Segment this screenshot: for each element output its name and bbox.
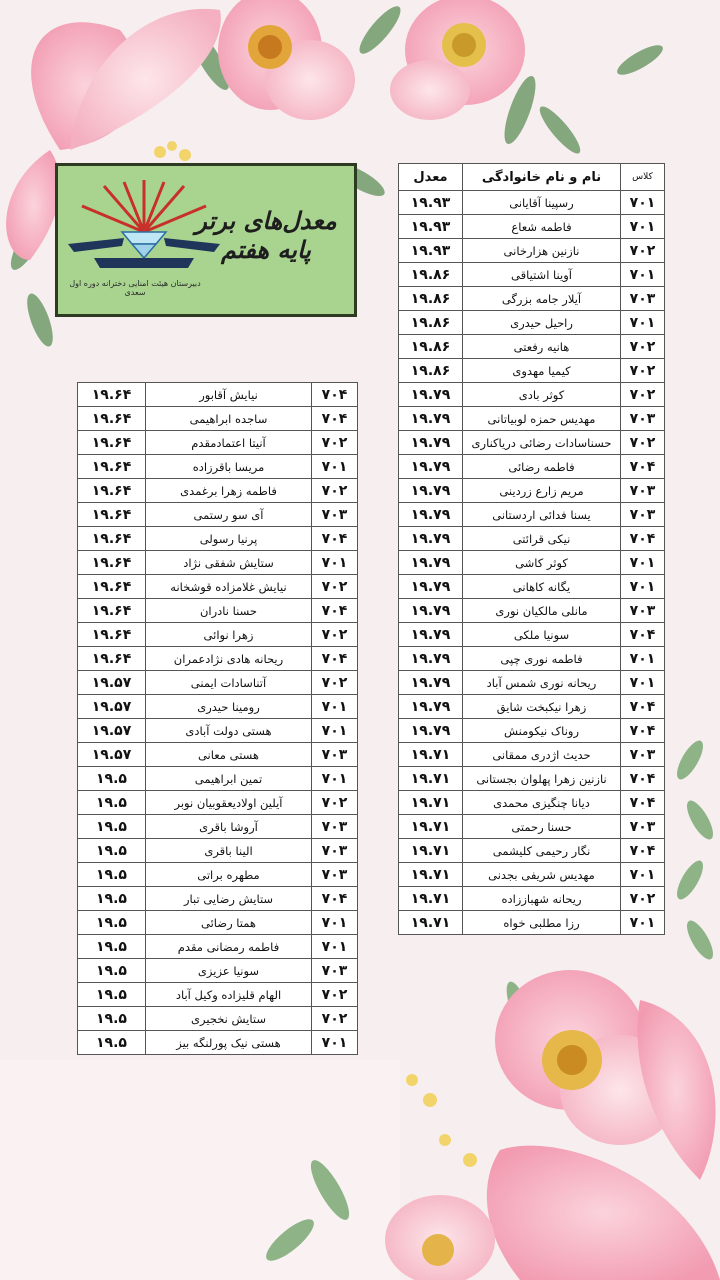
average-cell: ۱۹.۶۴ [78, 527, 146, 551]
class-cell: ۷۰۴ [312, 599, 358, 623]
table-row [399, 503, 665, 527]
class-cell: ۷۰۱ [312, 455, 358, 479]
class-cell: ۷۰۱ [621, 551, 665, 575]
class-cell: ۷۰۳ [621, 407, 665, 431]
average-cell: ۱۹.۶۴ [78, 431, 146, 455]
student-name-cell: یگانه کاهانی [463, 575, 621, 599]
average-cell: ۱۹.۶۴ [78, 551, 146, 575]
average-cell: ۱۹.۷۱ [399, 887, 463, 911]
student-name-cell: ریحانه نوری شمس آباد [463, 671, 621, 695]
average-cell: ۱۹.۶۴ [78, 407, 146, 431]
class-cell: ۷۰۱ [312, 1031, 358, 1055]
class-cell: ۷۰۲ [621, 335, 665, 359]
table-row [78, 455, 358, 479]
student-name-cell: مریسا باقرزاده [146, 455, 312, 479]
average-cell: ۱۹.۷۹ [399, 695, 463, 719]
table-row [78, 959, 358, 983]
class-cell: ۷۰۳ [621, 479, 665, 503]
average-cell: ۱۹.۷۹ [399, 719, 463, 743]
average-cell: ۱۹.۶۴ [78, 455, 146, 479]
student-name-cell: ساجده ابراهیمی [146, 407, 312, 431]
top-averages-table-1 [398, 163, 665, 935]
average-cell: ۱۹.۷۹ [399, 527, 463, 551]
average-cell: ۱۹.۷۹ [399, 455, 463, 479]
table-row [78, 551, 358, 575]
banner-title: معدل‌های برتر پایه هفتم [195, 206, 337, 264]
student-name-cell: فاطمه نوری چپی [463, 647, 621, 671]
average-cell: ۱۹.۵ [78, 1007, 146, 1031]
student-name-cell: همتا رضائی [146, 911, 312, 935]
student-name-cell: آی سو رستمی [146, 503, 312, 527]
class-cell: ۷۰۲ [312, 431, 358, 455]
student-name-cell: سونیا عزیزی [146, 959, 312, 983]
table-row [399, 815, 665, 839]
table-row [78, 407, 358, 431]
average-cell: ۱۹.۵۷ [78, 671, 146, 695]
student-name-cell: هستی نیک پورلنگه بیز [146, 1031, 312, 1055]
student-name-cell: کوثر کاشی [463, 551, 621, 575]
class-cell: ۷۰۱ [312, 695, 358, 719]
average-cell: ۱۹.۵ [78, 911, 146, 935]
table-row [78, 479, 358, 503]
header-name: نام و نام خانوادگی [463, 164, 621, 191]
student-name-cell: رزا مطلبی خواه [463, 911, 621, 935]
table-row [78, 647, 358, 671]
table-row [399, 623, 665, 647]
class-cell: ۷۰۱ [621, 647, 665, 671]
average-cell: ۱۹.۷۹ [399, 479, 463, 503]
table-row [78, 431, 358, 455]
student-name-cell: آروشا باقری [146, 815, 312, 839]
table-row [399, 407, 665, 431]
class-cell: ۷۰۴ [312, 383, 358, 407]
student-name-cell: الینا باقری [146, 839, 312, 863]
class-cell: ۷۰۱ [621, 215, 665, 239]
student-name-cell: مانلی مالکیان نوری [463, 599, 621, 623]
student-name-cell: زهرا نوائی [146, 623, 312, 647]
student-name-cell: رومینا حیدری [146, 695, 312, 719]
average-cell: ۱۹.۷۹ [399, 647, 463, 671]
table-row [78, 935, 358, 959]
student-name-cell: آنیتا اعتمادمقدم [146, 431, 312, 455]
average-cell: ۱۹.۷۹ [399, 623, 463, 647]
class-cell: ۷۰۴ [621, 695, 665, 719]
table-row [78, 863, 358, 887]
table-row [399, 455, 665, 479]
table-row [399, 311, 665, 335]
table-header-row [399, 164, 665, 191]
student-name-cell: حسناسادات رضائی دریاکناری [463, 431, 621, 455]
class-cell: ۷۰۱ [621, 311, 665, 335]
class-cell: ۷۰۳ [621, 743, 665, 767]
average-cell: ۱۹.۶۴ [78, 479, 146, 503]
table-row [399, 551, 665, 575]
average-cell: ۱۹.۵ [78, 863, 146, 887]
student-name-cell: روناک نیکومنش [463, 719, 621, 743]
average-cell: ۱۹.۷۹ [399, 599, 463, 623]
class-cell: ۷۰۳ [621, 815, 665, 839]
header-class: کلاس [621, 164, 665, 191]
table-row [399, 479, 665, 503]
student-name-cell: نیایش آقابور [146, 383, 312, 407]
class-cell: ۷۰۱ [621, 575, 665, 599]
title-banner [55, 163, 357, 317]
class-cell: ۷۰۲ [621, 431, 665, 455]
school-name: دبیرستان هیئت امنایی دخترانه دوره اول سعدی [69, 279, 201, 297]
table-row [399, 287, 665, 311]
table-row [399, 359, 665, 383]
student-name-cell: فاطمه زهرا برغمدی [146, 479, 312, 503]
student-name-cell: مطهره براتی [146, 863, 312, 887]
table-row [399, 527, 665, 551]
class-cell: ۷۰۴ [621, 623, 665, 647]
table-row [78, 623, 358, 647]
average-cell: ۱۹.۷۹ [399, 383, 463, 407]
table-row [399, 191, 665, 215]
class-cell: ۷۰۲ [312, 791, 358, 815]
average-cell: ۱۹.۹۳ [399, 239, 463, 263]
average-cell: ۱۹.۷۱ [399, 815, 463, 839]
average-cell: ۱۹.۷۹ [399, 407, 463, 431]
class-cell: ۷۰۱ [312, 551, 358, 575]
student-name-cell: الهام قلیزاده وکیل آباد [146, 983, 312, 1007]
table-row [399, 791, 665, 815]
table-row [78, 671, 358, 695]
average-cell: ۱۹.۵ [78, 767, 146, 791]
class-cell: ۷۰۴ [621, 839, 665, 863]
average-cell: ۱۹.۷۱ [399, 791, 463, 815]
top-averages-table-2 [77, 382, 358, 1055]
class-cell: ۷۰۳ [312, 503, 358, 527]
student-name-cell: نازنین زهرا پهلوان بجستانی [463, 767, 621, 791]
table-row [399, 215, 665, 239]
class-cell: ۷۰۲ [312, 479, 358, 503]
average-cell: ۱۹.۸۶ [399, 263, 463, 287]
class-cell: ۷۰۳ [312, 839, 358, 863]
average-cell: ۱۹.۶۴ [78, 599, 146, 623]
class-cell: ۷۰۱ [621, 863, 665, 887]
class-cell: ۷۰۱ [621, 191, 665, 215]
student-name-cell: هانیه رفعتی [463, 335, 621, 359]
class-cell: ۷۰۳ [312, 743, 358, 767]
student-name-cell: راحیل حیدری [463, 311, 621, 335]
average-cell: ۱۹.۵ [78, 1031, 146, 1055]
student-name-cell: یسنا فدائی اردستانی [463, 503, 621, 527]
average-cell: ۱۹.۵ [78, 983, 146, 1007]
student-name-cell: مهدیس شریفی بجدنی [463, 863, 621, 887]
class-cell: ۷۰۲ [312, 623, 358, 647]
class-cell: ۷۰۳ [621, 503, 665, 527]
average-cell: ۱۹.۸۶ [399, 287, 463, 311]
student-name-cell: سونیا ملکی [463, 623, 621, 647]
class-cell: ۷۰۲ [312, 1007, 358, 1031]
average-cell: ۱۹.۷۹ [399, 575, 463, 599]
student-name-cell: حسنا نادران [146, 599, 312, 623]
table-row [399, 431, 665, 455]
student-name-cell: ریحانه شهباززاده [463, 887, 621, 911]
average-cell: ۱۹.۷۱ [399, 839, 463, 863]
average-cell: ۱۹.۷۱ [399, 743, 463, 767]
average-cell: ۱۹.۷۱ [399, 911, 463, 935]
average-cell: ۱۹.۵ [78, 887, 146, 911]
class-cell: ۷۰۱ [312, 935, 358, 959]
student-name-cell: آتناسادات ایمنی [146, 671, 312, 695]
table-row [78, 743, 358, 767]
class-cell: ۷۰۴ [312, 407, 358, 431]
table-row [399, 599, 665, 623]
class-cell: ۷۰۴ [312, 647, 358, 671]
student-name-cell: فاطمه رمضانی مقدم [146, 935, 312, 959]
table-row [78, 983, 358, 1007]
table-row [78, 383, 358, 407]
table-row [78, 527, 358, 551]
table-row [399, 263, 665, 287]
student-name-cell: پرنیا رسولی [146, 527, 312, 551]
class-cell: ۷۰۱ [621, 263, 665, 287]
table-row [399, 719, 665, 743]
table-row [399, 647, 665, 671]
table-row [78, 1007, 358, 1031]
class-cell: ۷۰۱ [621, 911, 665, 935]
student-name-cell: هستی معانی [146, 743, 312, 767]
table-row [399, 839, 665, 863]
average-cell: ۱۹.۷۹ [399, 503, 463, 527]
class-cell: ۷۰۴ [312, 527, 358, 551]
table-row [78, 719, 358, 743]
student-name-cell: فاطمه رضائی [463, 455, 621, 479]
average-cell: ۱۹.۵ [78, 959, 146, 983]
class-cell: ۷۰۲ [312, 671, 358, 695]
student-name-cell: مریم زارع زردینی [463, 479, 621, 503]
table-row [78, 767, 358, 791]
table-row [78, 599, 358, 623]
table-row [399, 671, 665, 695]
class-cell: ۷۰۴ [621, 767, 665, 791]
student-name-cell: دیانا چنگیزی محمدی [463, 791, 621, 815]
student-name-cell: ستایش شفقی نژاد [146, 551, 312, 575]
average-cell: ۱۹.۷۹ [399, 551, 463, 575]
average-cell: ۱۹.۹۳ [399, 191, 463, 215]
class-cell: ۷۰۱ [312, 719, 358, 743]
class-cell: ۷۰۱ [312, 767, 358, 791]
class-cell: ۷۰۳ [621, 599, 665, 623]
student-name-cell: آیلین اولادیعقوبیان نوبر [146, 791, 312, 815]
average-cell: ۱۹.۵ [78, 815, 146, 839]
class-cell: ۷۰۲ [621, 239, 665, 263]
average-cell: ۱۹.۷۹ [399, 671, 463, 695]
student-name-cell: هستی دولت آبادی [146, 719, 312, 743]
average-cell: ۱۹.۶۴ [78, 647, 146, 671]
table-row [399, 743, 665, 767]
table-row [399, 767, 665, 791]
average-cell: ۱۹.۵ [78, 791, 146, 815]
table-row [78, 791, 358, 815]
student-name-cell: نازنین هزارخانی [463, 239, 621, 263]
class-cell: ۷۰۴ [621, 455, 665, 479]
average-cell: ۱۹.۵۷ [78, 719, 146, 743]
student-name-cell: آیلار جامه بزرگی [463, 287, 621, 311]
student-name-cell: ستایش رضایی تبار [146, 887, 312, 911]
table-row [78, 695, 358, 719]
class-cell: ۷۰۲ [312, 575, 358, 599]
average-cell: ۱۹.۷۹ [399, 431, 463, 455]
student-name-cell: آوینا اشتیاقی [463, 263, 621, 287]
average-cell: ۱۹.۷۱ [399, 767, 463, 791]
class-cell: ۷۰۲ [621, 887, 665, 911]
class-cell: ۷۰۳ [312, 815, 358, 839]
student-name-cell: حسنا رحمتی [463, 815, 621, 839]
average-cell: ۱۹.۵۷ [78, 695, 146, 719]
average-cell: ۱۹.۶۴ [78, 623, 146, 647]
average-cell: ۱۹.۸۶ [399, 335, 463, 359]
student-name-cell: نیکی قرائتی [463, 527, 621, 551]
table-row [399, 239, 665, 263]
table-row [399, 695, 665, 719]
student-name-cell: کیمیا مهدوی [463, 359, 621, 383]
average-cell: ۱۹.۸۶ [399, 311, 463, 335]
student-name-cell: فاطمه شعاع [463, 215, 621, 239]
student-name-cell: رسپینا آقایانی [463, 191, 621, 215]
table-row [78, 839, 358, 863]
table-row [399, 575, 665, 599]
class-cell: ۷۰۳ [312, 863, 358, 887]
student-name-cell: کوثر بادی [463, 383, 621, 407]
table-row [78, 1031, 358, 1055]
average-cell: ۱۹.۶۴ [78, 575, 146, 599]
student-name-cell: نیایش غلامزاده قوشخانه [146, 575, 312, 599]
student-name-cell: ریحانه هادی نژادعمران [146, 647, 312, 671]
average-cell: ۱۹.۶۴ [78, 383, 146, 407]
student-name-cell: ستایش نخجیری [146, 1007, 312, 1031]
average-cell: ۱۹.۸۶ [399, 359, 463, 383]
class-cell: ۷۰۴ [312, 887, 358, 911]
table-row [78, 503, 358, 527]
class-cell: ۷۰۴ [621, 719, 665, 743]
table-row [78, 575, 358, 599]
table-row [399, 887, 665, 911]
class-cell: ۷۰۱ [312, 911, 358, 935]
class-cell: ۷۰۲ [621, 359, 665, 383]
class-cell: ۷۰۴ [621, 791, 665, 815]
table-row [78, 887, 358, 911]
class-cell: ۷۰۳ [312, 959, 358, 983]
class-cell: ۷۰۲ [621, 383, 665, 407]
student-name-cell: مهدیس حمزه لوبیاتانی [463, 407, 621, 431]
student-name-cell: نگار رحیمی کلیشمی [463, 839, 621, 863]
average-cell: ۱۹.۷۱ [399, 863, 463, 887]
header-average: معدل [399, 164, 463, 191]
average-cell: ۱۹.۵ [78, 839, 146, 863]
student-name-cell: زهرا نیکبخت شایق [463, 695, 621, 719]
table-row [78, 815, 358, 839]
table-row [78, 911, 358, 935]
average-cell: ۱۹.۹۳ [399, 215, 463, 239]
table-row [399, 911, 665, 935]
average-cell: ۱۹.۵۷ [78, 743, 146, 767]
student-name-cell: تمین ابراهیمی [146, 767, 312, 791]
student-name-cell: حدیث اژدری ممقانی [463, 743, 621, 767]
table-row [399, 383, 665, 407]
class-cell: ۷۰۴ [621, 527, 665, 551]
table-row [399, 863, 665, 887]
average-cell: ۱۹.۵ [78, 935, 146, 959]
table-row [399, 335, 665, 359]
average-cell: ۱۹.۶۴ [78, 503, 146, 527]
class-cell: ۷۰۱ [621, 671, 665, 695]
class-cell: ۷۰۳ [621, 287, 665, 311]
class-cell: ۷۰۲ [312, 983, 358, 1007]
